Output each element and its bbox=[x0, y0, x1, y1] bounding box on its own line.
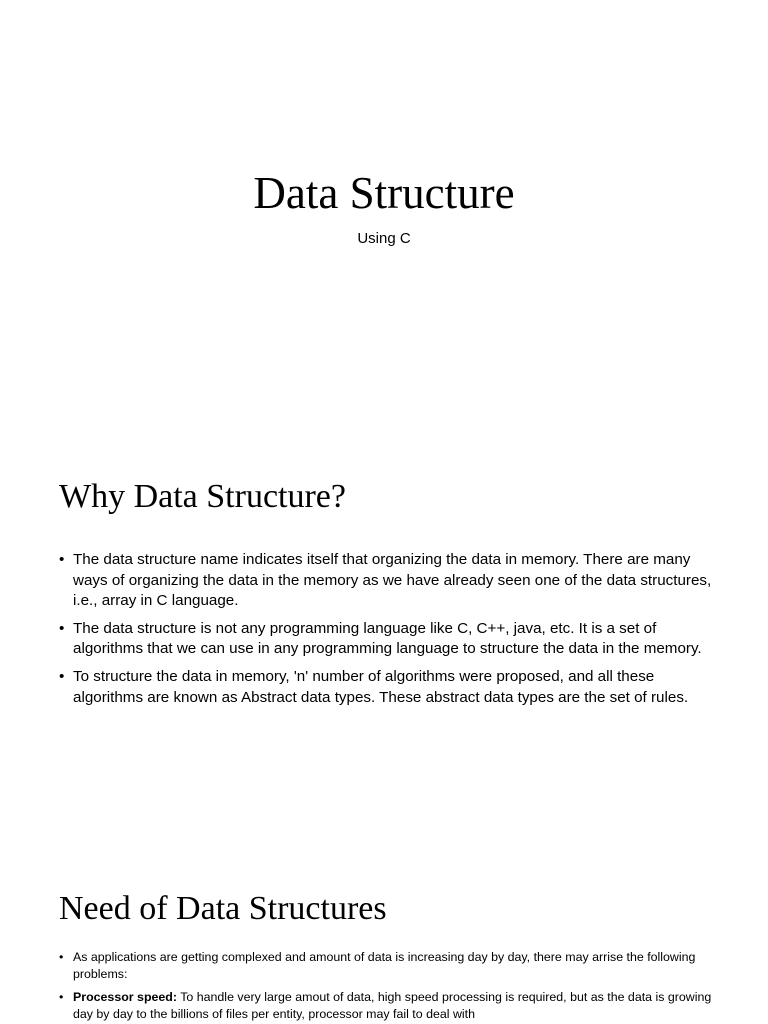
need-of-data-structures-slide bbox=[0, 864, 768, 1024]
bullet-icon: • bbox=[59, 551, 65, 568]
title-slide bbox=[0, 0, 768, 432]
list-item bbox=[59, 949, 719, 983]
bullet-text: The data structure name indicates itself that organizing the data in memory. There are many ways of organizing the data in the memory as we have already seen one of the data structures, i.e., array in C language. bbox=[73, 551, 712, 610]
bullet-term: Processor speed: bbox=[73, 990, 177, 1004]
presentation-title: Data Structure bbox=[253, 168, 515, 218]
list-item bbox=[59, 550, 719, 612]
list-item bbox=[59, 667, 719, 708]
list-item bbox=[59, 619, 719, 660]
bullet-list bbox=[59, 550, 719, 715]
bullet-icon: • bbox=[59, 619, 65, 637]
bullet-text: To structure the data in memory, 'n' number of algorithms were proposed, and all these algorithms are known as Abstract data types. These abstract data types are the set of rules. bbox=[73, 667, 689, 706]
slide-heading: Need of Data Structures bbox=[59, 890, 387, 927]
why-data-structure-slide bbox=[0, 432, 768, 864]
bullet-text: To handle very large amout of data, high speed processing is required, but as the data is growing day by day to the billions of files per entity, processor may fail to deal with bbox=[73, 990, 712, 1021]
list-item bbox=[59, 989, 719, 1023]
presentation-subtitle: Using C bbox=[357, 230, 411, 247]
slide-heading: Why Data Structure? bbox=[59, 478, 346, 515]
bullet-icon: • bbox=[59, 990, 64, 1004]
bullet-text: As applications are getting complexed and amount of data is increasing day by day, there may arrise the following problems: bbox=[73, 950, 696, 981]
bullet-icon: • bbox=[59, 950, 64, 964]
bullet-text: The data structure is not any programming language like C, C++, java, etc. It is a set of algorithms that we can use in any programming language to structure the data in the memory. bbox=[73, 619, 702, 658]
bullet-list bbox=[59, 949, 719, 1024]
bullet-icon: • bbox=[59, 667, 65, 685]
